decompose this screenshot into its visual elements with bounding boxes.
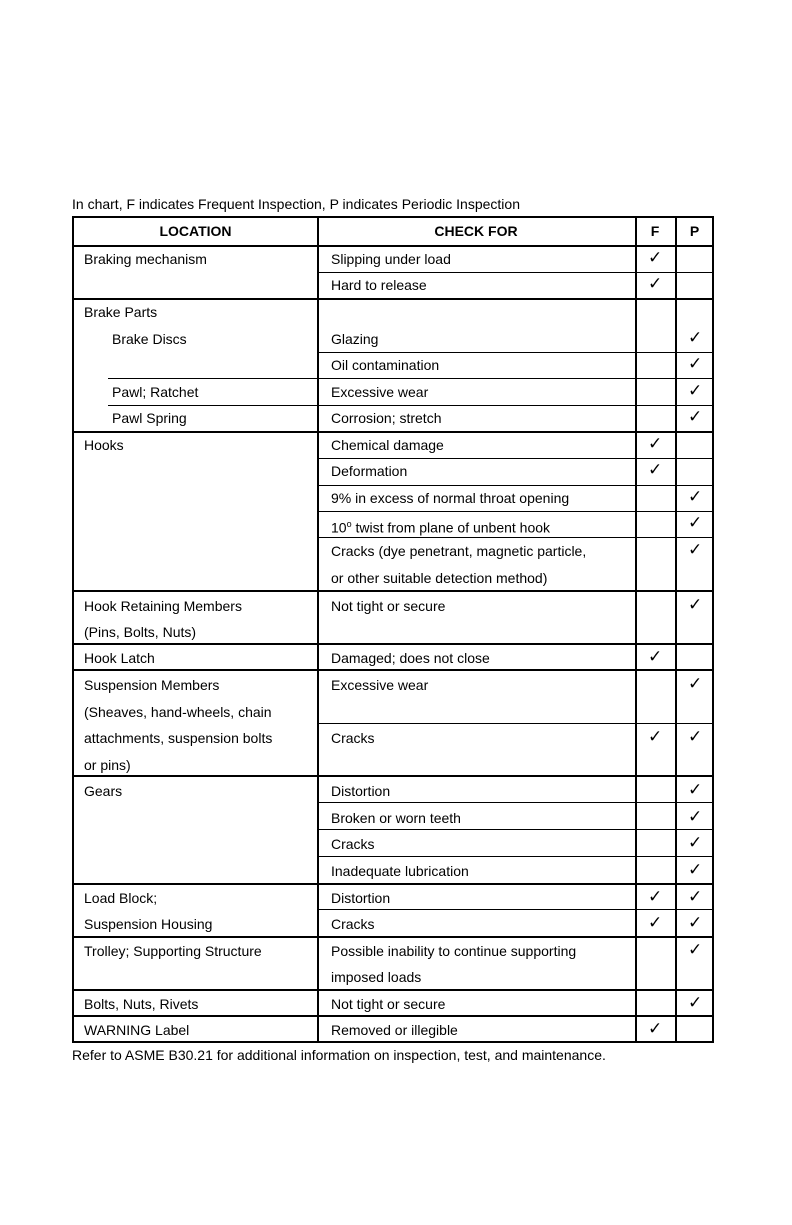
location-bolts: Bolts, Nuts, Rivets [84, 996, 199, 1012]
check-item: Cracks (dye penetrant, magnetic particle, [331, 543, 587, 559]
checkmark-p: ✓ [688, 833, 703, 853]
row-divider [317, 378, 712, 379]
row-divider [74, 669, 712, 671]
check-text: 10 [331, 519, 347, 536]
row-divider [317, 829, 712, 830]
location-suspension-detail: attachments, suspension bolts [84, 730, 273, 746]
check-item: Removed or illegible [331, 1022, 458, 1038]
location-pawl-ratchet: Pawl; Ratchet [112, 384, 199, 400]
row-divider [74, 298, 712, 300]
checkmark-f: ✓ [648, 460, 663, 480]
location-suspension-members: Suspension Members [84, 677, 220, 693]
check-item: Not tight or secure [331, 598, 446, 614]
checkmark-p: ✓ [688, 595, 703, 615]
row-divider [74, 883, 712, 885]
row-divider [317, 537, 712, 538]
checkmark-p: ✓ [688, 674, 703, 694]
checkmark-f: ✓ [648, 647, 663, 667]
location-hooks: Hooks [84, 437, 124, 453]
header-f: F [650, 223, 660, 239]
check-item: Hard to release [331, 277, 427, 293]
footer-note: Refer to ASME B30.21 for additional information on inspection, test, and maintenance. [72, 1047, 606, 1063]
check-item: Cracks [331, 836, 375, 852]
check-item: Excessive wear [331, 384, 429, 400]
check-item: Oil contamination [331, 357, 440, 373]
checkmark-f: ✓ [648, 248, 663, 268]
row-divider [317, 909, 712, 910]
row-divider [317, 405, 712, 406]
checkmark-p: ✓ [688, 940, 703, 960]
check-item: Glazing [331, 331, 379, 347]
chart-intro: In chart, F indicates Frequent Inspection, P indicates Periodic Inspection [72, 196, 520, 212]
row-divider [74, 1015, 712, 1017]
location-suspension-detail: (Sheaves, hand-wheels, chain [84, 704, 272, 720]
checkmark-p: ✓ [688, 780, 703, 800]
check-text: twist from plane of unbent hook [351, 519, 551, 536]
location-suspension-housing: Suspension Housing [84, 916, 213, 932]
checkmark-f: ✓ [648, 913, 663, 933]
row-divider [74, 643, 712, 645]
location-warning-label: WARNING Label [84, 1022, 190, 1038]
checkmark-f: ✓ [648, 1019, 663, 1039]
check-item: 9% in excess of normal throat opening [331, 490, 570, 506]
check-item: Deformation [331, 463, 408, 479]
location-hook-retaining-detail: (Pins, Bolts, Nuts) [84, 624, 197, 640]
check-item: Slipping under load [331, 251, 451, 267]
check-item-continued: imposed loads [331, 969, 422, 985]
check-item: Damaged; does not close [331, 650, 490, 666]
column-divider [635, 218, 637, 1041]
check-item: Corrosion; stretch [331, 410, 442, 426]
checkmark-p: ✓ [688, 381, 703, 401]
header-location: LOCATION [159, 223, 232, 239]
row-divider [74, 989, 712, 991]
row-divider [74, 936, 712, 938]
checkmark-f: ✓ [648, 274, 663, 294]
check-item: Inadequate lubrication [331, 863, 469, 879]
location-suspension-detail: or pins) [84, 757, 131, 773]
check-item: Distortion [331, 890, 391, 906]
checkmark-p: ✓ [688, 727, 703, 747]
row-divider [74, 590, 712, 592]
check-item: Cracks [331, 730, 375, 746]
inspection-table [72, 216, 714, 1043]
checkmark-f: ✓ [648, 887, 663, 907]
column-divider [675, 218, 677, 1041]
location-hook-retaining: Hook Retaining Members [84, 598, 242, 614]
checkmark-p: ✓ [688, 993, 703, 1013]
checkmark-p: ✓ [688, 913, 703, 933]
check-item [331, 516, 550, 536]
location-braking-mechanism: Braking mechanism [84, 251, 207, 267]
check-item: Possible inability to continue supporting [331, 943, 577, 959]
checkmark-p: ✓ [688, 487, 703, 507]
checkmark-p: ✓ [688, 407, 703, 427]
checkmark-p: ✓ [688, 540, 703, 560]
location-load-block: Load Block; [84, 890, 158, 906]
row-divider [317, 802, 712, 803]
row-divider [74, 775, 712, 777]
check-item-continued: or other suitable detection method) [331, 570, 548, 586]
degree-superscript: o [346, 519, 352, 529]
header-check-for: CHECK FOR [434, 223, 518, 239]
check-item: Chemical damage [331, 437, 444, 453]
checkmark-p: ✓ [688, 887, 703, 907]
check-item: Broken or worn teeth [331, 810, 461, 826]
check-item: Excessive wear [331, 677, 429, 693]
location-brake-discs: Brake Discs [112, 331, 187, 347]
row-divider [317, 511, 712, 512]
checkmark-p: ✓ [688, 860, 703, 880]
checkmark-f: ✓ [648, 727, 663, 747]
row-divider [317, 723, 712, 724]
checkmark-p: ✓ [688, 807, 703, 827]
row-divider [317, 458, 712, 459]
check-item: Not tight or secure [331, 996, 446, 1012]
checkmark-p: ✓ [688, 328, 703, 348]
check-item: Cracks [331, 916, 375, 932]
checkmark-f: ✓ [648, 434, 663, 454]
row-divider [317, 272, 712, 273]
checkmark-p: ✓ [688, 513, 703, 533]
location-hook-latch: Hook Latch [84, 650, 155, 666]
location-brake-parts: Brake Parts [84, 304, 158, 320]
location-trolley: Trolley; Supporting Structure [84, 943, 262, 959]
row-divider [317, 856, 712, 857]
column-divider [317, 218, 319, 1041]
row-divider [74, 431, 712, 433]
checkmark-p: ✓ [688, 354, 703, 374]
row-divider [108, 405, 317, 406]
row-divider [108, 378, 317, 379]
location-gears: Gears [84, 783, 123, 799]
header-p: P [689, 223, 700, 239]
location-pawl-spring: Pawl Spring [112, 410, 187, 426]
row-divider [317, 352, 712, 353]
check-item: Distortion [331, 783, 391, 799]
row-divider [74, 245, 712, 247]
row-divider [317, 485, 712, 486]
